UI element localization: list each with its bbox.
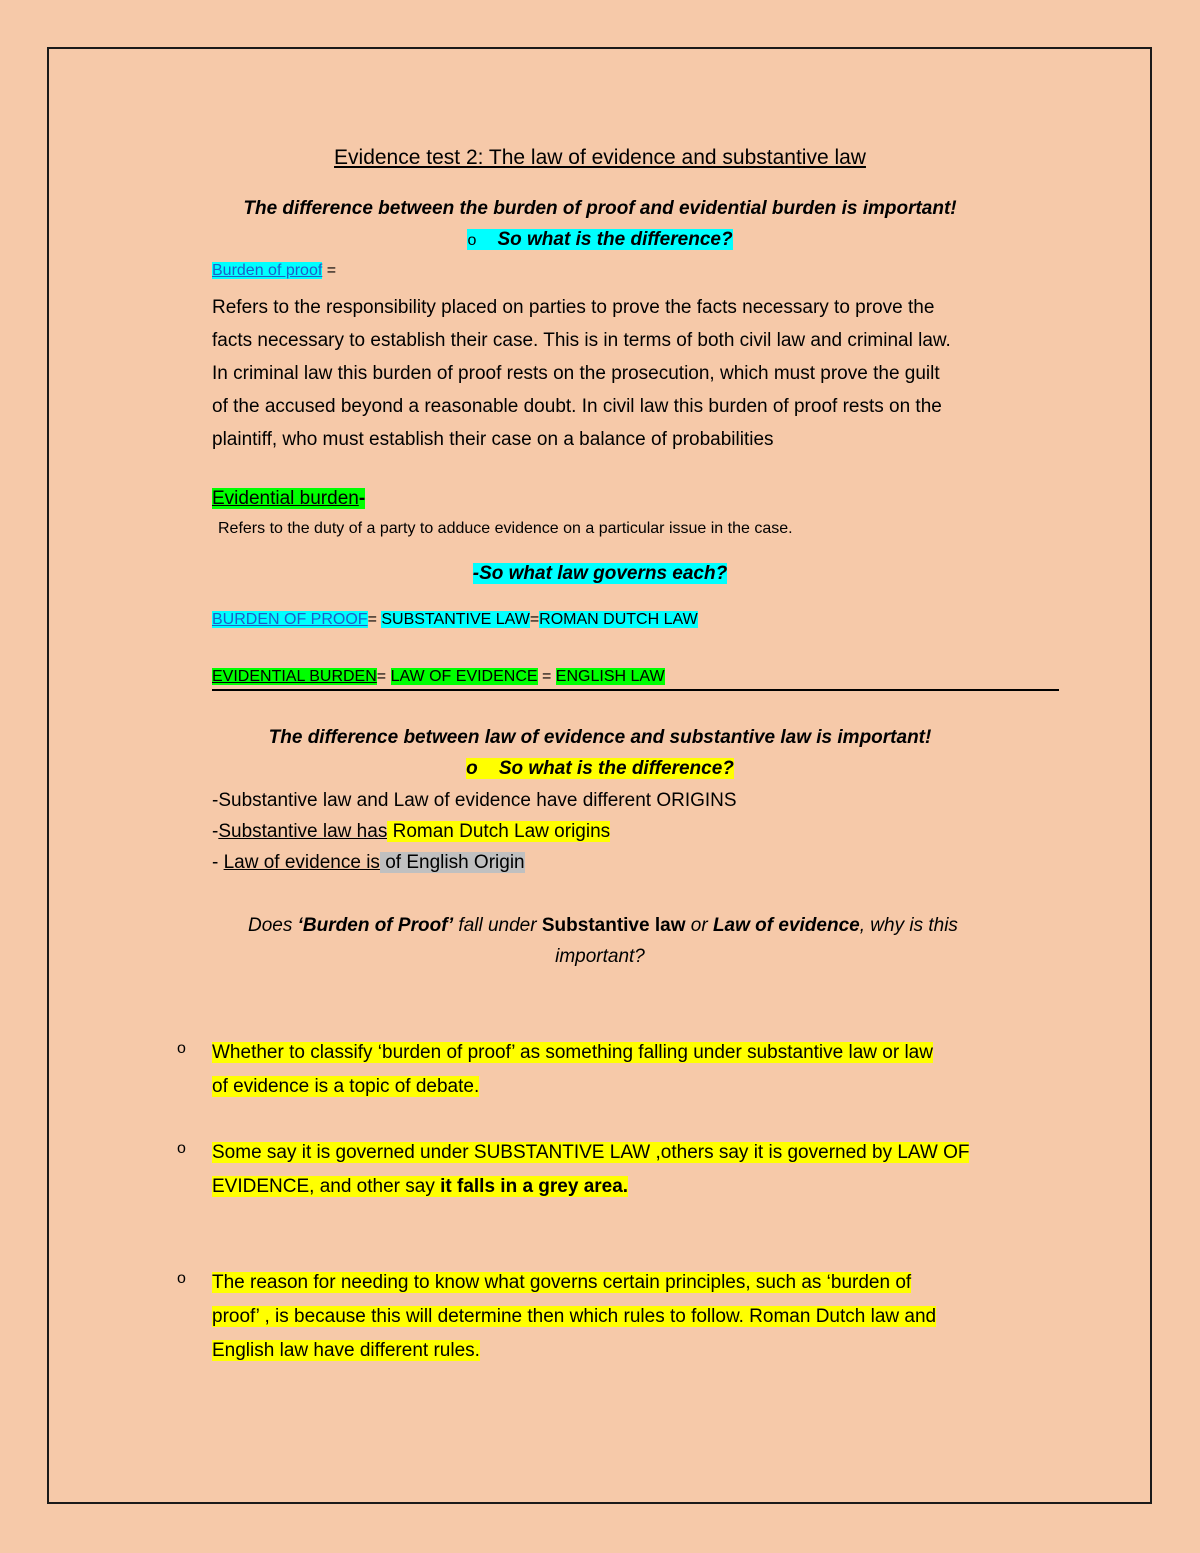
- governs-row-2: EVIDENTIAL BURDEN= LAW OF EVIDENCE = ENGLISH LAW: [212, 668, 665, 685]
- section2-heading: The difference between law of evidence and substantive law is important!: [268, 727, 932, 748]
- bullet-grey-area: Some say it is governed under SUBSTANTIVE LAW ,others say it is governed by LAW OF EVIDENCE, and other say it falls in a grey area.: [212, 1142, 970, 1197]
- bullet-icon: o: [467, 232, 477, 249]
- governs-question: -So what law governs each?: [472, 563, 728, 584]
- bullet-icon: o: [466, 758, 478, 779]
- section1-question-line: [0, 229, 1200, 251]
- bop-definition: Refers to the responsibility placed on parties to prove the facts necessary to prove the facts necessary to establish their case. This is in terms of both civil law and criminal law. In criminal law this burden of proof rests on the prosecution, which must prove the guilt of the accused beyond a reasonable doubt. In civil law this burden of proof rests on the plaintiff, who must establish their case on a balance of probabilities: [212, 297, 951, 450]
- section2-question-line: [0, 758, 1200, 780]
- section-divider: [212, 689, 1059, 691]
- section1-heading: The difference between the burden of proof and evidential burden is important!: [243, 198, 957, 219]
- classification-question-line2: important?: [555, 946, 645, 967]
- bullet-icon: o: [177, 1270, 186, 1287]
- section1-question: o So what is the difference?: [467, 229, 733, 250]
- eb-label-line: Evidential burden-: [212, 488, 366, 509]
- governs-row-1: BURDEN OF PROOF= SUBSTANTIVE LAW=ROMAN DUTCH LAW: [212, 611, 698, 628]
- governs-question-line: [0, 563, 1200, 585]
- origins-line: -Substantive law and Law of evidence have different ORIGINS: [212, 790, 737, 811]
- bullet-reason: The reason for needing to know what governs certain principles, such as ‘burden of proof’ , is because this will determine then which rules to follow. Roman Dutch law and English law have different rules.: [212, 1272, 937, 1361]
- evidence-origin-line: - Law of evidence is of English Origin: [212, 852, 525, 873]
- bullet-icon: o: [177, 1140, 186, 1157]
- eb-definition: Refers to the duty of a party to adduce evidence on a particular issue in the case.: [218, 520, 793, 537]
- page-title: Evidence test 2: The law of evidence and substantive law: [334, 146, 866, 169]
- bullet-debate: Whether to classify ‘burden of proof’ as something falling under substantive law or law of evidence is a topic of debate.: [212, 1042, 933, 1097]
- substantive-origin-line: -Substantive law has Roman Dutch Law origins: [212, 821, 611, 842]
- bullet-icon: o: [177, 1040, 186, 1057]
- classification-question: Does ‘Burden of Proof’ fall under Substantive law or Law of evidence, why is this: [248, 915, 958, 936]
- section2-question: o So what is the difference?: [466, 758, 734, 779]
- bop-label-line: Burden of proof =: [212, 262, 337, 279]
- bop-label: Burden of proof: [212, 262, 323, 279]
- eb-label: Evidential burden: [212, 488, 359, 509]
